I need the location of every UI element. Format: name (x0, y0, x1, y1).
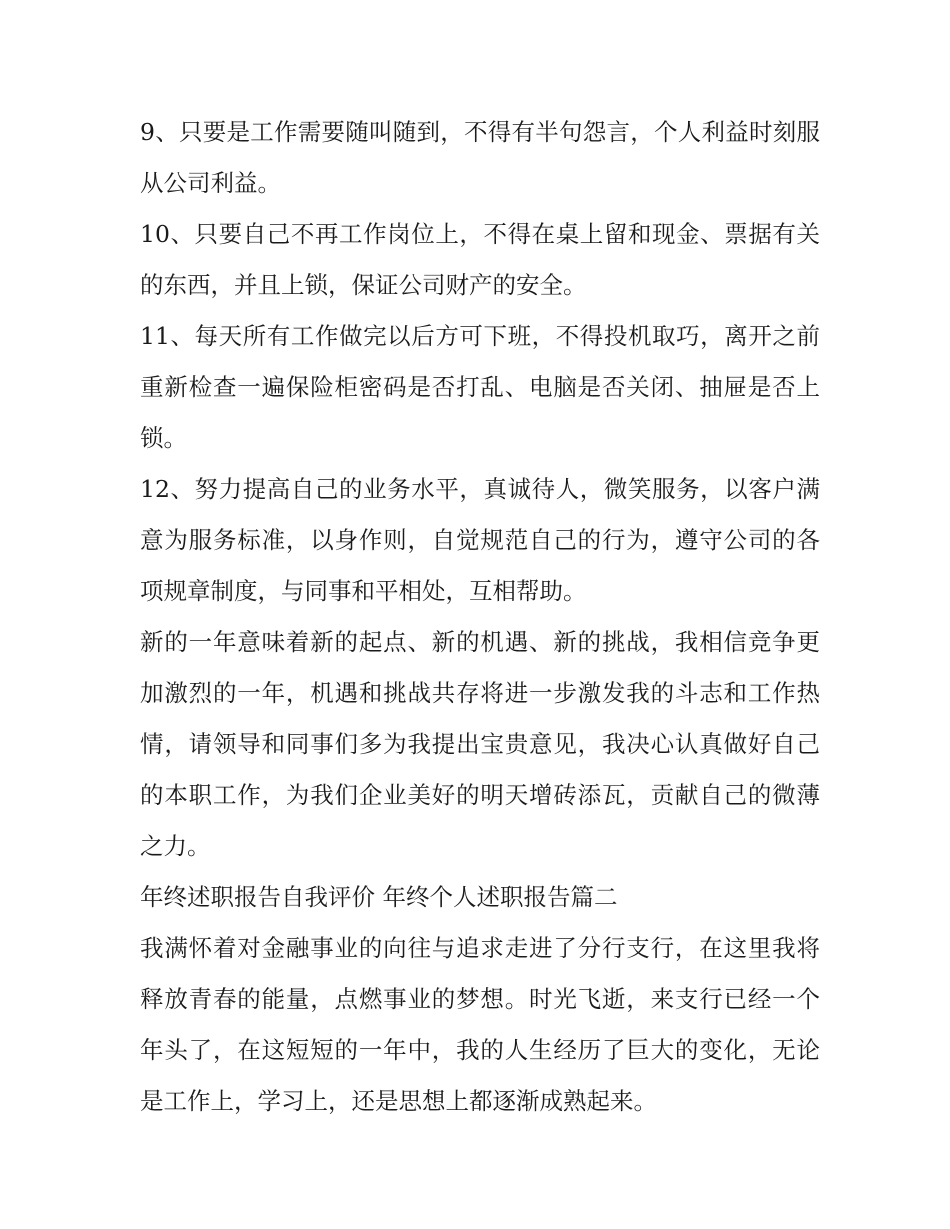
new-year-paragraph: 新的一年意味着新的起点、新的机遇、新的挑战，我相信竞争更加激烈的一年，机遇和挑战共存将进一步激发我的斗志和工作热情，请领导和同事们多为我提出宝贵意见，我决心认真做好自己的本职工作，为我们企业美好的明天增砖添瓦，贡献自己的微薄之力。 (140, 628, 820, 860)
rule-item-9: 9、只要是工作需要随叫随到，不得有半句怨言，个人利益时刻服从公司利益。 (140, 118, 820, 197)
closing-paragraph: 我满怀着对金融事业的向往与追求走进了分行支行，在这里我将释放青春的能量，点燃事业的梦想。时光飞逝，来支行已经一个年头了，在这短短的一年中，我的人生经历了巨大的变化，无论是工作上，学习上，还是思想上都逐渐成熟起来。 (140, 934, 820, 1115)
section-heading: 年终述职报告自我评价 年终个人述职报告篇二 (140, 883, 618, 911)
rule-item-11: 11、每天所有工作做完以后方可下班，不得投机取巧，离开之前重新检查一遍保险柜密码是否打乱、电脑是否关闭、抽屉是否上锁。 (140, 322, 820, 452)
document-body (140, 107, 820, 1127)
rule-item-12: 12、努力提高自己的业务水平，真诚待人，微笑服务，以客户满意为服务标准，以身作则，自觉规范自己的行为，遵守公司的各项规章制度，与同事和平相处，互相帮助。 (140, 475, 820, 605)
rule-item-10: 10、只要自己不再工作岗位上，不得在桌上留和现金、票据有关的东西，并且上锁，保证公司财产的安全。 (140, 220, 820, 299)
